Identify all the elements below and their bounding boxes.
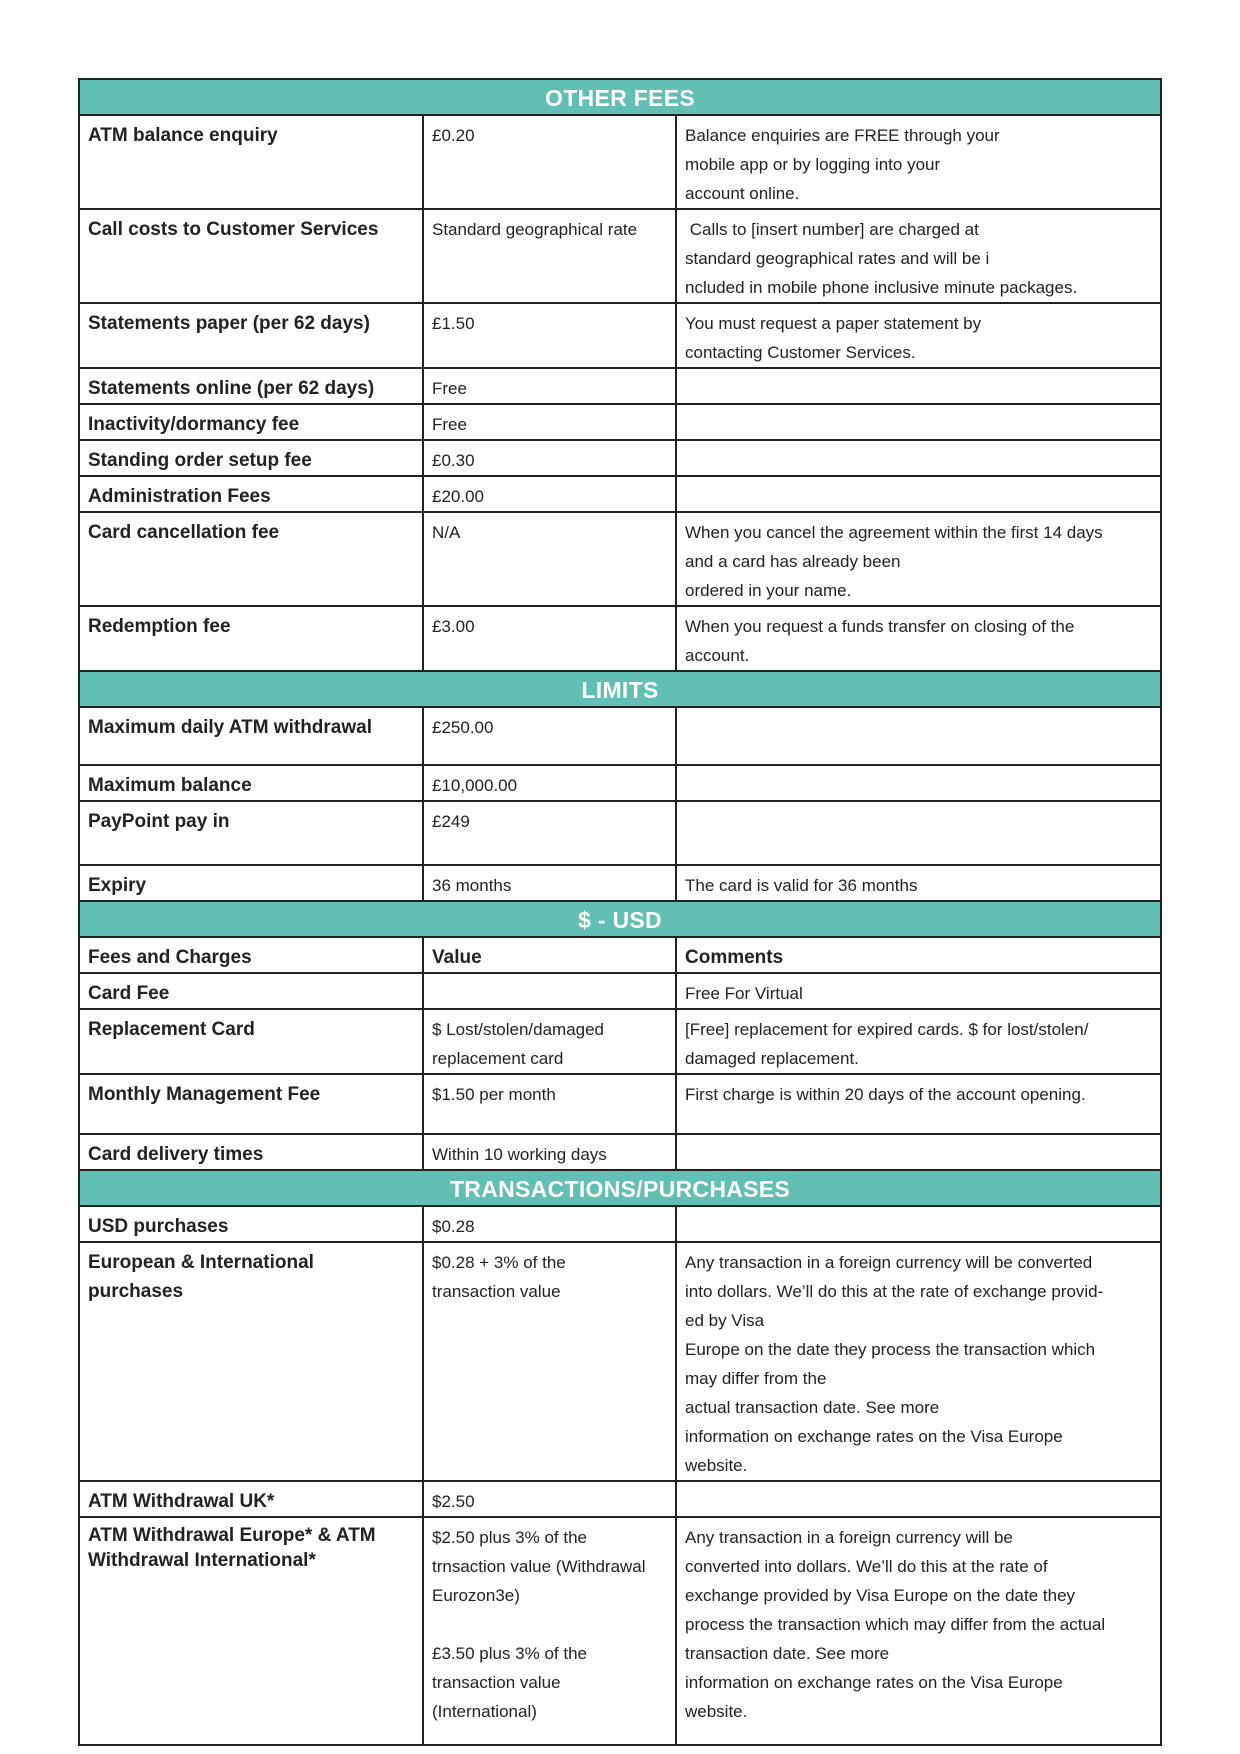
table-row [79,303,1161,368]
row-label: Call costs to Customer Services [79,209,423,303]
table-row [79,1009,1161,1074]
row-label: Inactivity/dormancy fee [79,404,423,440]
table-row [79,1206,1161,1242]
row-value: Free [423,404,676,440]
section-title: LIMITS [79,671,1161,707]
row-value: $1.50 per month [423,1074,676,1134]
table-row [79,1074,1161,1134]
row-label: Monthly Management Fee [79,1074,423,1134]
table-row [79,368,1161,404]
row-label: Maximum daily ATM withdrawal [79,707,423,765]
column-header-value: Value [423,937,676,973]
table-row [79,1134,1161,1170]
table-row [79,476,1161,512]
table-row [79,973,1161,1009]
table-row [79,865,1161,901]
row-label: ATM Withdrawal UK* [79,1481,423,1517]
row-label: USD purchases [79,1206,423,1242]
row-label: Redemption fee [79,606,423,671]
row-value: Standard geographical rate [423,209,676,303]
section-title: OTHER FEES [79,79,1161,115]
row-comment: Calls to [insert number] are charged at standard geographical rates and will be i ncluded in mobile phone inclusive minute packages. [676,209,1161,303]
row-value: £0.20 [423,115,676,209]
row-value [423,973,676,1009]
row-label: Administration Fees [79,476,423,512]
table-row [79,801,1161,865]
row-comment: When you request a funds transfer on closing of the account. [676,606,1161,671]
section-header-other-fees [79,79,1161,115]
section-header-transactions [79,1170,1161,1206]
row-label: Expiry [79,865,423,901]
row-value: £20.00 [423,476,676,512]
row-comment [676,707,1161,765]
row-comment: When you cancel the agreement within the first 14 days and a card has already been ordered in your name. [676,512,1161,606]
row-comment: Free For Virtual [676,973,1161,1009]
row-value: £0.30 [423,440,676,476]
table-row [79,1242,1161,1481]
table-row [79,404,1161,440]
row-comment: First charge is within 20 days of the account opening. [676,1074,1161,1134]
row-label: Statements online (per 62 days) [79,368,423,404]
section-header-usd [79,901,1161,937]
row-label: ATM Withdrawal Europe* & ATM Withdrawal International* [79,1517,423,1745]
row-comment [676,1481,1161,1517]
table-row [79,1517,1161,1745]
row-comment: Any transaction in a foreign currency will be converted into dollars. We’ll do this at the rate of exchange provid- ed by Visa Europe on the date they process the transaction which may differ from the actual transaction date. See more information on exchange rates on the Visa Europe website. [676,1242,1161,1481]
row-comment [676,801,1161,865]
table-row [79,115,1161,209]
row-value: $2.50 plus 3% of the trnsaction value (Withdrawal Eurozon3e) £3.50 plus 3% of the transaction value (International) [423,1517,676,1745]
table-row [79,765,1161,801]
row-value: £250.00 [423,707,676,765]
section-title: $ - USD [79,901,1161,937]
row-comment [676,476,1161,512]
row-value: N/A [423,512,676,606]
row-value: Within 10 working days [423,1134,676,1170]
row-value: 36 months [423,865,676,901]
row-comment [676,765,1161,801]
row-label: Maximum balance [79,765,423,801]
table-row [79,707,1161,765]
row-label: Statements paper (per 62 days) [79,303,423,368]
row-comment [676,368,1161,404]
row-value: $0.28 + 3% of the transaction value [423,1242,676,1481]
row-comment [676,1206,1161,1242]
fees-table [78,78,1162,1746]
column-header-fees: Fees and Charges [79,937,423,973]
section-title: TRANSACTIONS/PURCHASES [79,1170,1161,1206]
row-value: $2.50 [423,1481,676,1517]
row-label: Card cancellation fee [79,512,423,606]
row-comment: Any transaction in a foreign currency will be converted into dollars. We’ll do this at the rate of exchange provided by Visa Europe on the date they process the transaction which may differ from the actual transaction date. See more information on exchange rates on the Visa Europe website. [676,1517,1161,1745]
row-value: £10,000.00 [423,765,676,801]
row-comment: Balance enquiries are FREE through your mobile app or by logging into your account online. [676,115,1161,209]
row-value: Free [423,368,676,404]
row-comment: [Free] replacement for expired cards. $ for lost/stolen/ damaged replacement. [676,1009,1161,1074]
table-row [79,209,1161,303]
row-label: Replacement Card [79,1009,423,1074]
table-row [79,606,1161,671]
row-comment [676,440,1161,476]
table-row [79,1481,1161,1517]
row-label: ATM balance enquiry [79,115,423,209]
row-label: Card delivery times [79,1134,423,1170]
row-comment: You must request a paper statement by contacting Customer Services. [676,303,1161,368]
row-label: PayPoint pay in [79,801,423,865]
row-value: $ Lost/stolen/damaged replacement card [423,1009,676,1074]
row-comment [676,404,1161,440]
row-comment [676,1134,1161,1170]
section-header-limits [79,671,1161,707]
row-value: £1.50 [423,303,676,368]
row-label: European & International purchases [79,1242,423,1481]
table-row [79,512,1161,606]
row-value: £3.00 [423,606,676,671]
table-row [79,440,1161,476]
column-header-row [79,937,1161,973]
row-label: Card Fee [79,973,423,1009]
row-comment: The card is valid for 36 months [676,865,1161,901]
row-value: £249 [423,801,676,865]
row-label: Standing order setup fee [79,440,423,476]
column-header-comments: Comments [676,937,1161,973]
row-value: $0.28 [423,1206,676,1242]
